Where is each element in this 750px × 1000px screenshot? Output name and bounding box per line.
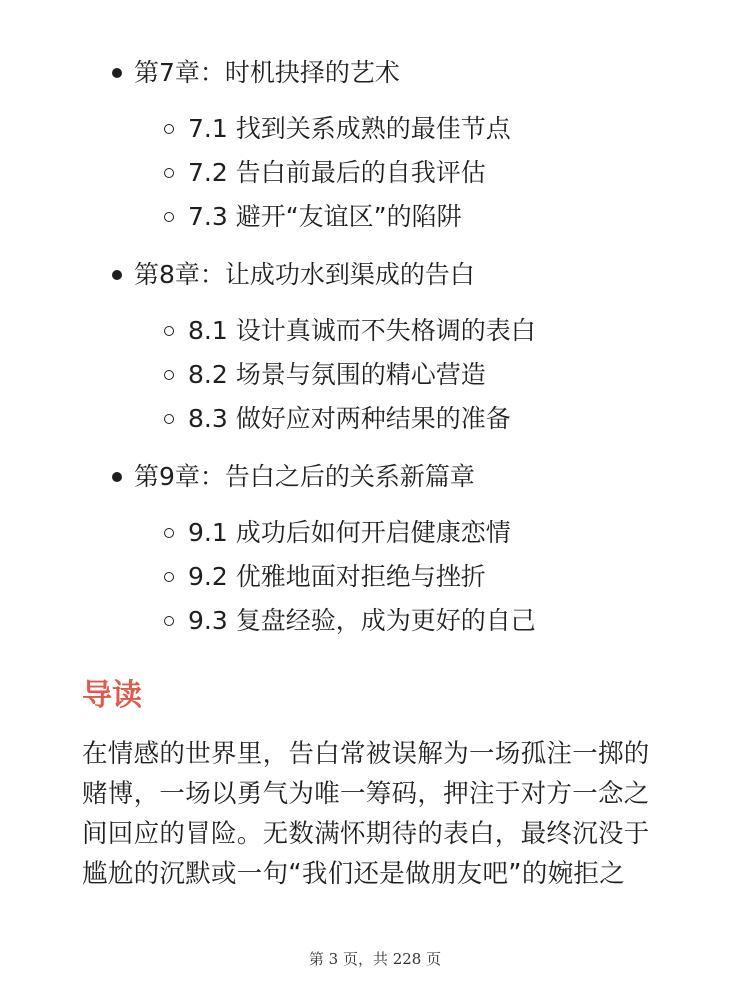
chapter-title: 第9章：告白之后的关系新篇章 xyxy=(134,462,475,491)
hollow-bullet-icon xyxy=(164,212,174,222)
hollow-bullet-icon xyxy=(164,168,174,178)
hollow-bullet-icon xyxy=(164,414,174,424)
intro-paragraph xyxy=(82,734,674,894)
section-title: 9.1 成功后如何开启健康恋情 xyxy=(188,518,511,547)
paragraph-line: 尴尬的沉默或一句“我们还是做朋友吧”的婉拒之 xyxy=(82,859,626,889)
hollow-bullet-icon xyxy=(164,572,174,582)
bullet-icon xyxy=(112,68,122,78)
hollow-bullet-icon xyxy=(164,124,174,134)
chapter-title: 第8章：让成功水到渠成的告白 xyxy=(134,260,475,289)
bullet-icon xyxy=(112,472,122,482)
paragraph-line: 间回应的冒险。无数满怀期待的表白，最终沉没于 xyxy=(82,819,650,849)
hollow-bullet-icon xyxy=(164,528,174,538)
section-title: 8.2 场景与氛围的精心营造 xyxy=(188,360,486,389)
section-title: 8.3 做好应对两种结果的准备 xyxy=(188,404,511,433)
hollow-bullet-icon xyxy=(164,326,174,336)
hollow-bullet-icon xyxy=(164,370,174,380)
section-title: 9.2 优雅地面对拒绝与挫折 xyxy=(188,562,486,591)
chapter-title: 第7章：时机抉择的艺术 xyxy=(134,58,400,87)
section-title: 9.3 复盘经验，成为更好的自己 xyxy=(188,606,536,635)
section-title: 8.1 设计真诚而不失格调的表白 xyxy=(188,316,536,345)
page-number: 第 3 页，共 228 页 xyxy=(308,950,442,968)
paragraph-line: 赌博，一场以勇气为唯一筹码，押注于对方一念之 xyxy=(82,779,650,809)
section-title: 7.3 避开“友谊区”的陷阱 xyxy=(188,202,462,231)
hollow-bullet-icon xyxy=(164,616,174,626)
bullet-icon xyxy=(112,270,122,280)
section-title: 7.2 告白前最后的自我评估 xyxy=(188,158,486,187)
section-title: 7.1 找到关系成熟的最佳节点 xyxy=(188,114,511,143)
paragraph-line: 在情感的世界里，告白常被误解为一场孤注一掷的 xyxy=(82,739,650,769)
intro-heading: 导读 xyxy=(82,678,142,713)
